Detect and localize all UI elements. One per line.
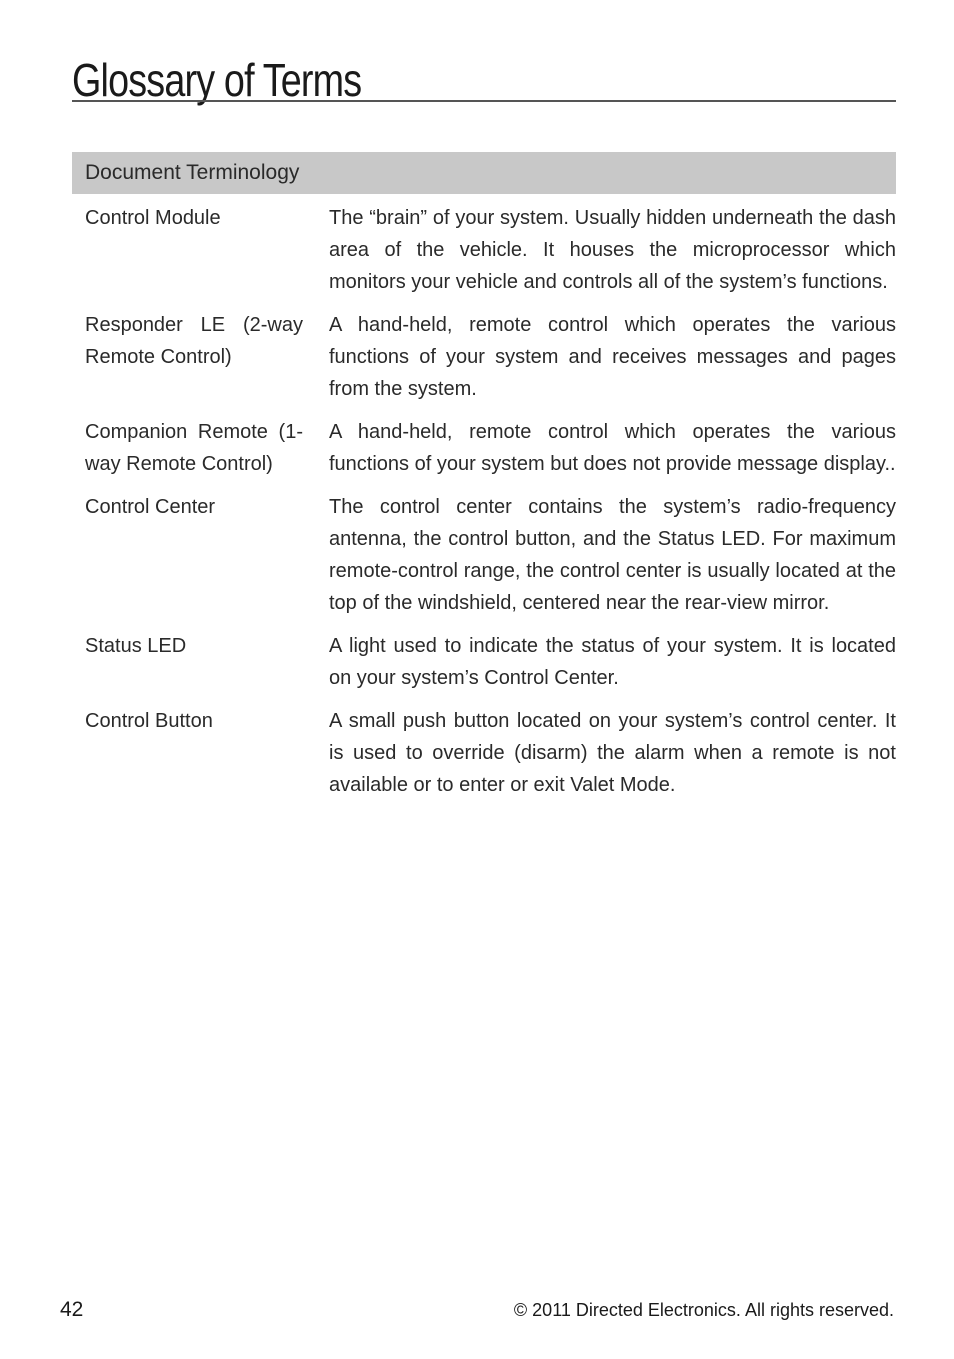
glossary-row-control-center (72, 491, 896, 619)
term: Status LED (85, 635, 187, 657)
term: Responder LE (2-way Remote Control) (85, 314, 303, 368)
glossary-row-responder-le (72, 309, 896, 405)
term: Control Button (85, 710, 213, 732)
term: Companion Remote (1-way Remote Control) (85, 421, 303, 475)
definition: A hand-held, remote control which operates the various functions of your system and receives messages and pages from the system. (329, 314, 896, 400)
glossary-row-status-led (72, 630, 896, 694)
definition: The control center contains the system’s radio-frequency antenna, the control button, and the Status LED. For maximum remote-control range, the control center is usually located at the top of the windshield, centered near the rear-view mirror. (329, 496, 896, 614)
definition: The “brain” of your system. Usually hidden underneath the dash area of the vehicle. It houses the microprocessor which monitors your vehicle and controls all of the system’s functions. (329, 207, 896, 293)
definition: A light used to indicate the status of your system. It is located on your system’s Control Center. (329, 635, 896, 689)
title-underline (72, 100, 896, 102)
glossary-table (72, 152, 896, 801)
term: Control Module (85, 207, 221, 229)
definition: A hand-held, remote control which operates the various functions of your system but does not provide message display.. (329, 421, 896, 475)
page-title: Glossary of Terms (72, 54, 362, 106)
table-header: Document Terminology (72, 152, 896, 194)
definition: A small push button located on your system’s control center. It is used to override (disarm) the alarm when a remote is not available or to enter or exit Valet Mode. (329, 710, 896, 796)
glossary-row-control-button (72, 705, 896, 801)
term: Control Center (85, 496, 216, 518)
glossary-row-companion-remote (72, 416, 896, 480)
page-number: 42 (60, 1298, 84, 1321)
copyright-notice: © 2011 Directed Electronics. All rights reserved. (513, 1300, 894, 1320)
glossary-row-control-module (72, 202, 896, 298)
